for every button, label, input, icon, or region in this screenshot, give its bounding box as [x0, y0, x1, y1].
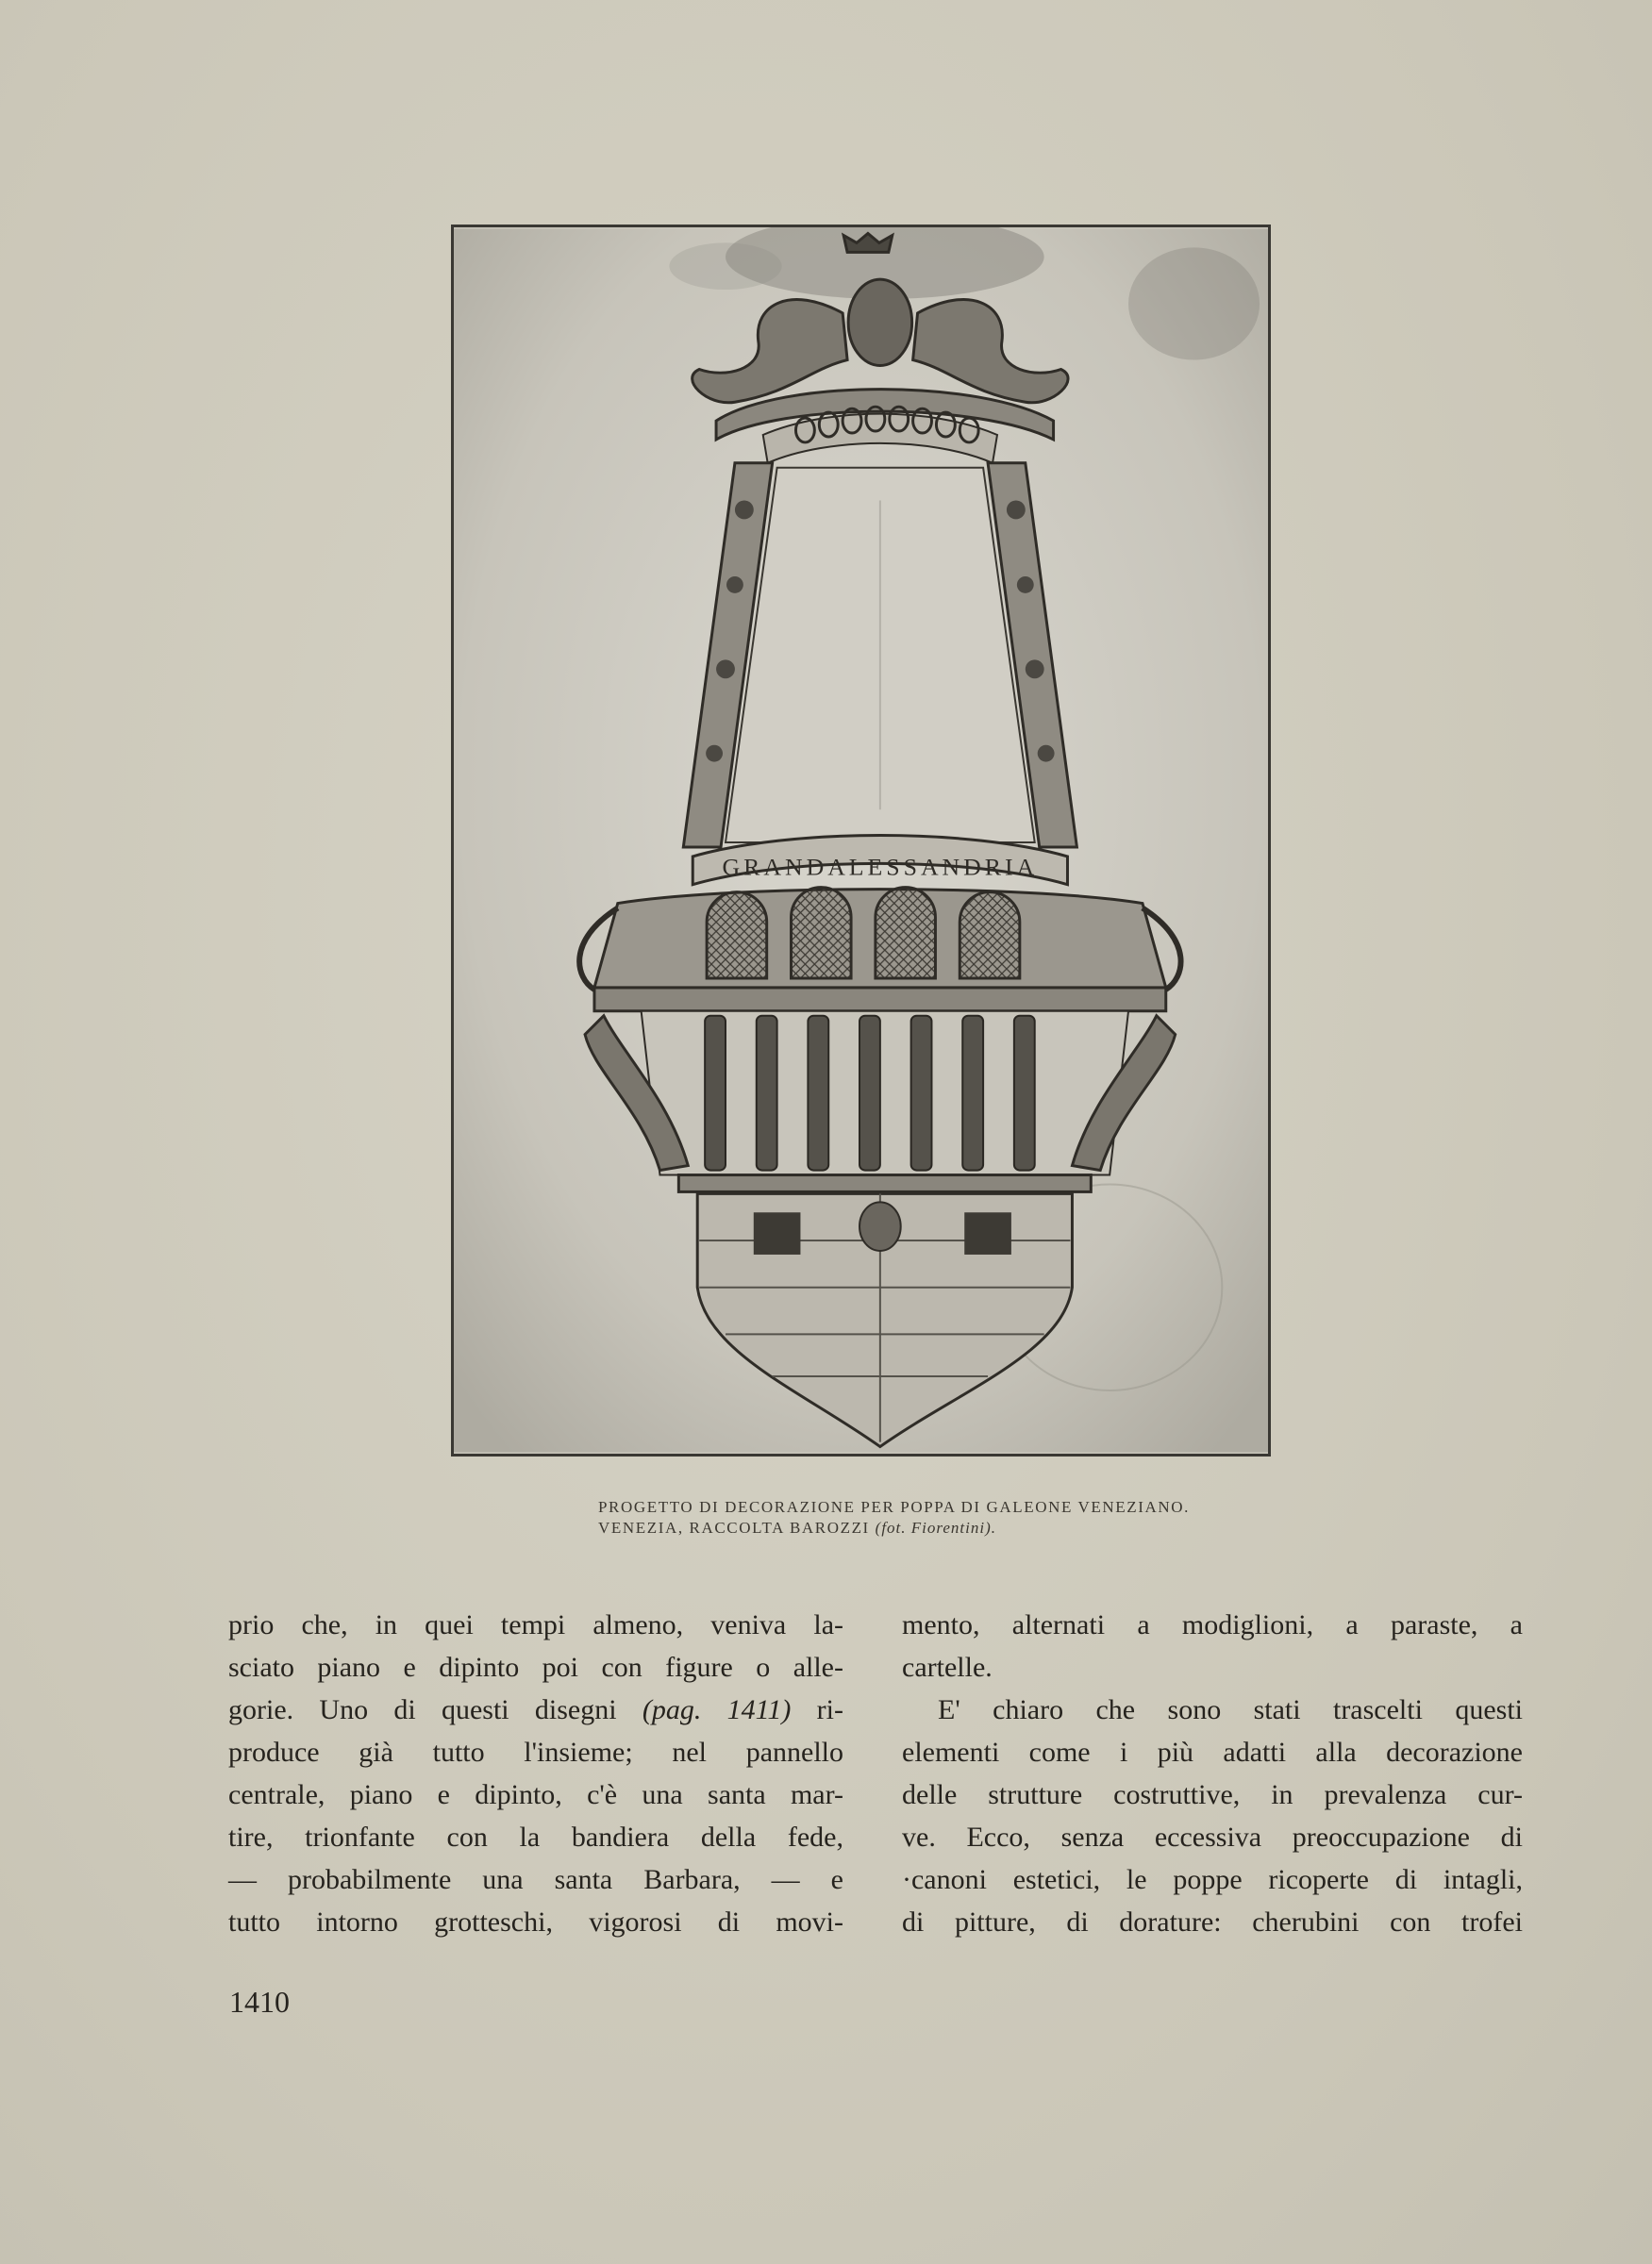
- page-number: 1410: [229, 1985, 290, 2019]
- caption-line-2: [598, 1518, 1315, 1539]
- text-line: elementi come i più adatti alla decorazione: [902, 1737, 1523, 1768]
- figure-caption: [598, 1497, 1315, 1539]
- text-line: prio che, in quei tempi almeno, veniva la-: [228, 1609, 843, 1640]
- inscription-text: GRANDALESSANDRIA: [722, 853, 1039, 881]
- text-line: E' chiaro che sono stati trascelti questi: [938, 1694, 1523, 1725]
- caption-line-1: PROGETTO DI DECORAZIONE PER POPPA DI GALEONE VENEZIANO.: [598, 1498, 1190, 1516]
- text-line: ·canoni estetici, le poppe ricoperte di intagli,: [902, 1864, 1523, 1895]
- text-line: cartelle.: [902, 1652, 993, 1683]
- caption-source: VENEZIA, RACCOLTA BAROZZI: [598, 1519, 870, 1537]
- figure-plate: [451, 225, 1271, 1457]
- galleon-stern-drawing: [454, 227, 1268, 1454]
- caption-credit: (fot. Fiorentini).: [875, 1519, 996, 1537]
- text-line: delle strutture costruttive, in prevalenza cur-: [902, 1779, 1523, 1810]
- text-fragment: gorie. Uno di questi disegni: [228, 1694, 617, 1725]
- text-line: sciato piano e dipinto poi con figure o alle-: [228, 1652, 843, 1683]
- text-line: centrale, piano e dipinto, c'è una santa mar-: [228, 1779, 843, 1810]
- body-column-left: [228, 1604, 843, 1943]
- text-line: tire, trionfante con la bandiera della fede,: [228, 1822, 843, 1853]
- page-reference: (pag. 1411): [642, 1694, 792, 1725]
- text-line: [228, 1689, 843, 1731]
- text-line: — probabilmente una santa Barbara, — e: [228, 1864, 843, 1895]
- text-line: produce già tutto l'insieme; nel pannello: [228, 1737, 843, 1768]
- text-line: di pitture, di dorature: cherubini con trofei: [902, 1906, 1523, 1938]
- text-line: mento, alternati a modiglioni, a paraste, a: [902, 1609, 1523, 1640]
- text-fragment: ri-: [791, 1694, 843, 1725]
- text-line: tutto intorno grotteschi, vigorosi di movi-: [228, 1906, 843, 1938]
- text-line: ve. Ecco, senza eccessiva preoccupazione di: [902, 1822, 1523, 1853]
- body-column-right: [902, 1604, 1523, 1943]
